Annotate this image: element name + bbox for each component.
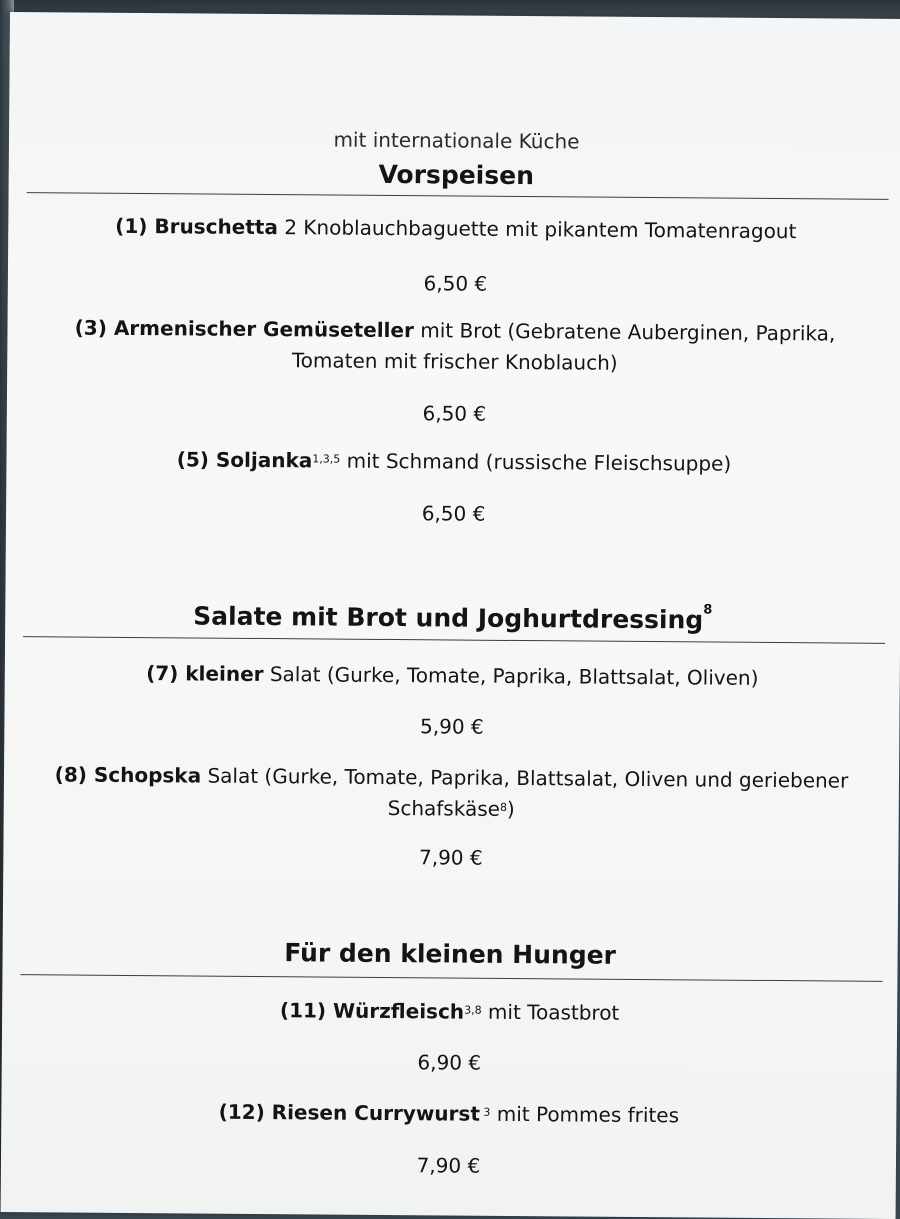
item-name: (1) Bruschetta — [115, 213, 279, 240]
menu-item-wuerzfleisch — [2, 993, 897, 1031]
section-divider — [23, 636, 885, 644]
menu-page — [1, 12, 900, 1219]
item-description-continued: Tomaten mit frischer Knoblauch) — [291, 348, 618, 375]
section-title-kleiner-hunger: Für den kleinen Hunger — [284, 938, 617, 970]
item-description: mit Brot (Gebratene Auberginen, Paprika, — [413, 318, 836, 346]
item-price: 7,90 € — [418, 845, 483, 870]
item-name: (12) Riesen Currywurst — [218, 1099, 481, 1126]
section-title-salate — [5, 600, 900, 636]
item-price: 6,90 € — [417, 1050, 482, 1075]
item-description: mit Pommes frites — [490, 1101, 680, 1128]
menu-item-armenischer-gemueseteller — [7, 312, 900, 381]
item-description-continued: Schafskäse — [387, 795, 501, 821]
menu-subtitle: mit internationale Küche — [333, 127, 580, 154]
section-title-text: Salate mit Brot und Joghurtdressing — [193, 601, 704, 635]
item-name: (7) kleiner — [146, 661, 264, 687]
item-price: 7,90 € — [416, 1153, 481, 1178]
menu-item-soljanka — [6, 443, 900, 481]
allergen-superscript: 8 — [703, 602, 713, 618]
section-title-vorspeisen: Vorspeisen — [378, 159, 535, 191]
item-name: (8) Schopska — [54, 762, 202, 788]
item-name: (5) Soljanka — [176, 447, 313, 473]
item-description-end: ) — [506, 796, 515, 821]
item-description: Salat (Gurke, Tomate, Paprika, Blattsalat, Oliven) — [263, 662, 759, 690]
item-name: (11) Würzfleisch — [279, 998, 465, 1024]
allergen-superscript: 3,8 — [464, 1003, 482, 1017]
section-divider — [20, 974, 882, 982]
menu-item-kleiner-salat — [5, 657, 900, 695]
item-price: 5,90 € — [419, 714, 484, 739]
allergen-superscript: 8 — [499, 800, 508, 814]
allergen-superscript: 3 — [479, 1105, 491, 1119]
section-divider — [27, 192, 889, 200]
item-description: 2 Knoblauchbaguette mit pikantem Tomatenragout — [277, 215, 797, 244]
item-name: (3) Armenischer Gemüseteller — [74, 315, 414, 343]
item-description: mit Toastbrot — [481, 999, 620, 1025]
item-description: Salat (Gurke, Tomate, Paprika, Blattsalat, Oliven und geriebener — [201, 763, 849, 793]
item-price: 6,50 € — [422, 401, 487, 426]
menu-item-schopska-salat — [4, 759, 899, 828]
item-price: 6,50 € — [423, 271, 488, 296]
item-description: mit Schmand (russische Fleischsuppe) — [340, 448, 732, 476]
menu-item-riesen-currywurst — [1, 1095, 896, 1133]
menu-item-bruschetta — [8, 210, 900, 248]
item-price: 6,50 € — [421, 501, 486, 526]
allergen-superscript: 1,3,5 — [312, 452, 341, 466]
